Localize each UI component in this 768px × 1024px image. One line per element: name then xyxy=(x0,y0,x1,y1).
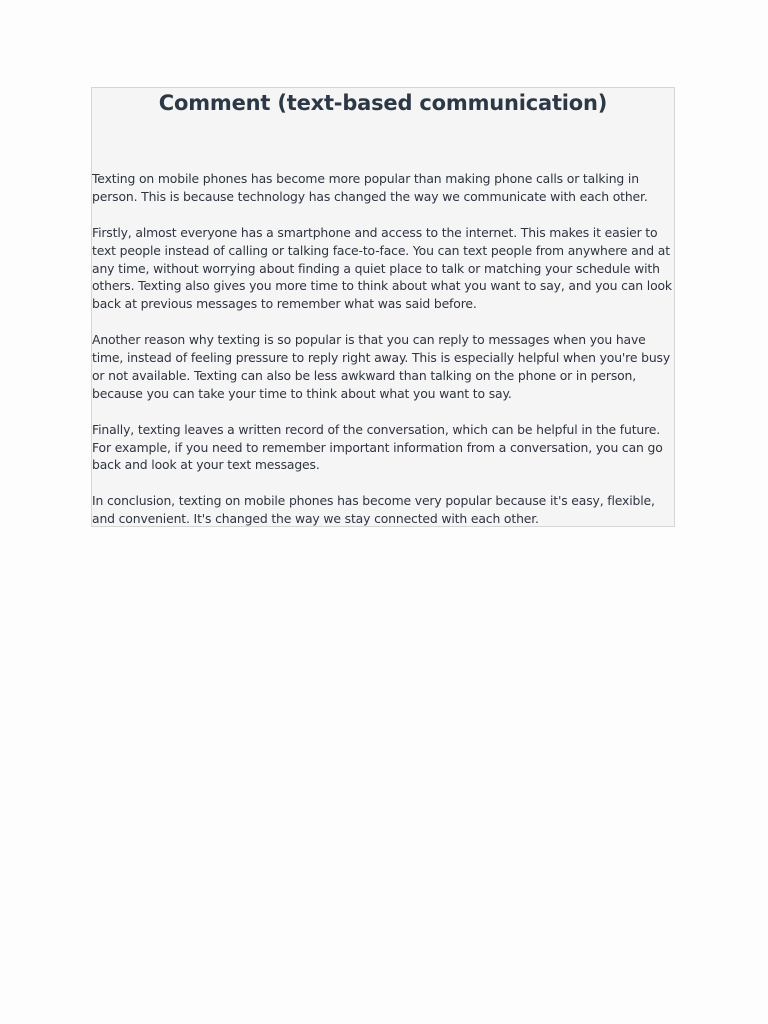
comment-text-box xyxy=(91,87,675,527)
document-title: Comment (text-based communication) xyxy=(158,91,608,115)
paragraph-another-reason: Another reason why texting is so popular is that you can reply to messages when you have time, instead of feeling pressure to reply right away. This is especially helpful when you're busy or not available. Texting can also be less awkward than talking on the phone or in person, because you can take your time to think about what you want to say. xyxy=(92,332,671,401)
document-body xyxy=(92,170,674,527)
paragraph-finally: Finally, texting leaves a written record of the conversation, which can be helpful in the future. For example, if you need to remember important information from a conversation, you can go back and look at your text messages. xyxy=(92,421,663,473)
paragraph-firstly: Firstly, almost everyone has a smartphone and access to the internet. This makes it easier to text people instead of calling or talking face-to-face. You can text people from anywhere and at any time, without worrying about finding a quiet place to talk or matching your schedule with others. Texting also gives you more time to think about what you want to say, and you can look back at previous messages to remember what was said before. xyxy=(92,224,672,312)
paragraph-conclusion: In conclusion, texting on mobile phones has become very popular because it's easy, flexible, and convenient. It's changed the way we stay connected with each other. xyxy=(92,493,655,527)
paragraph-intro: Texting on mobile phones has become more popular than making phone calls or talking in person. This is because technology has changed the way we communicate with each other. xyxy=(92,171,648,204)
